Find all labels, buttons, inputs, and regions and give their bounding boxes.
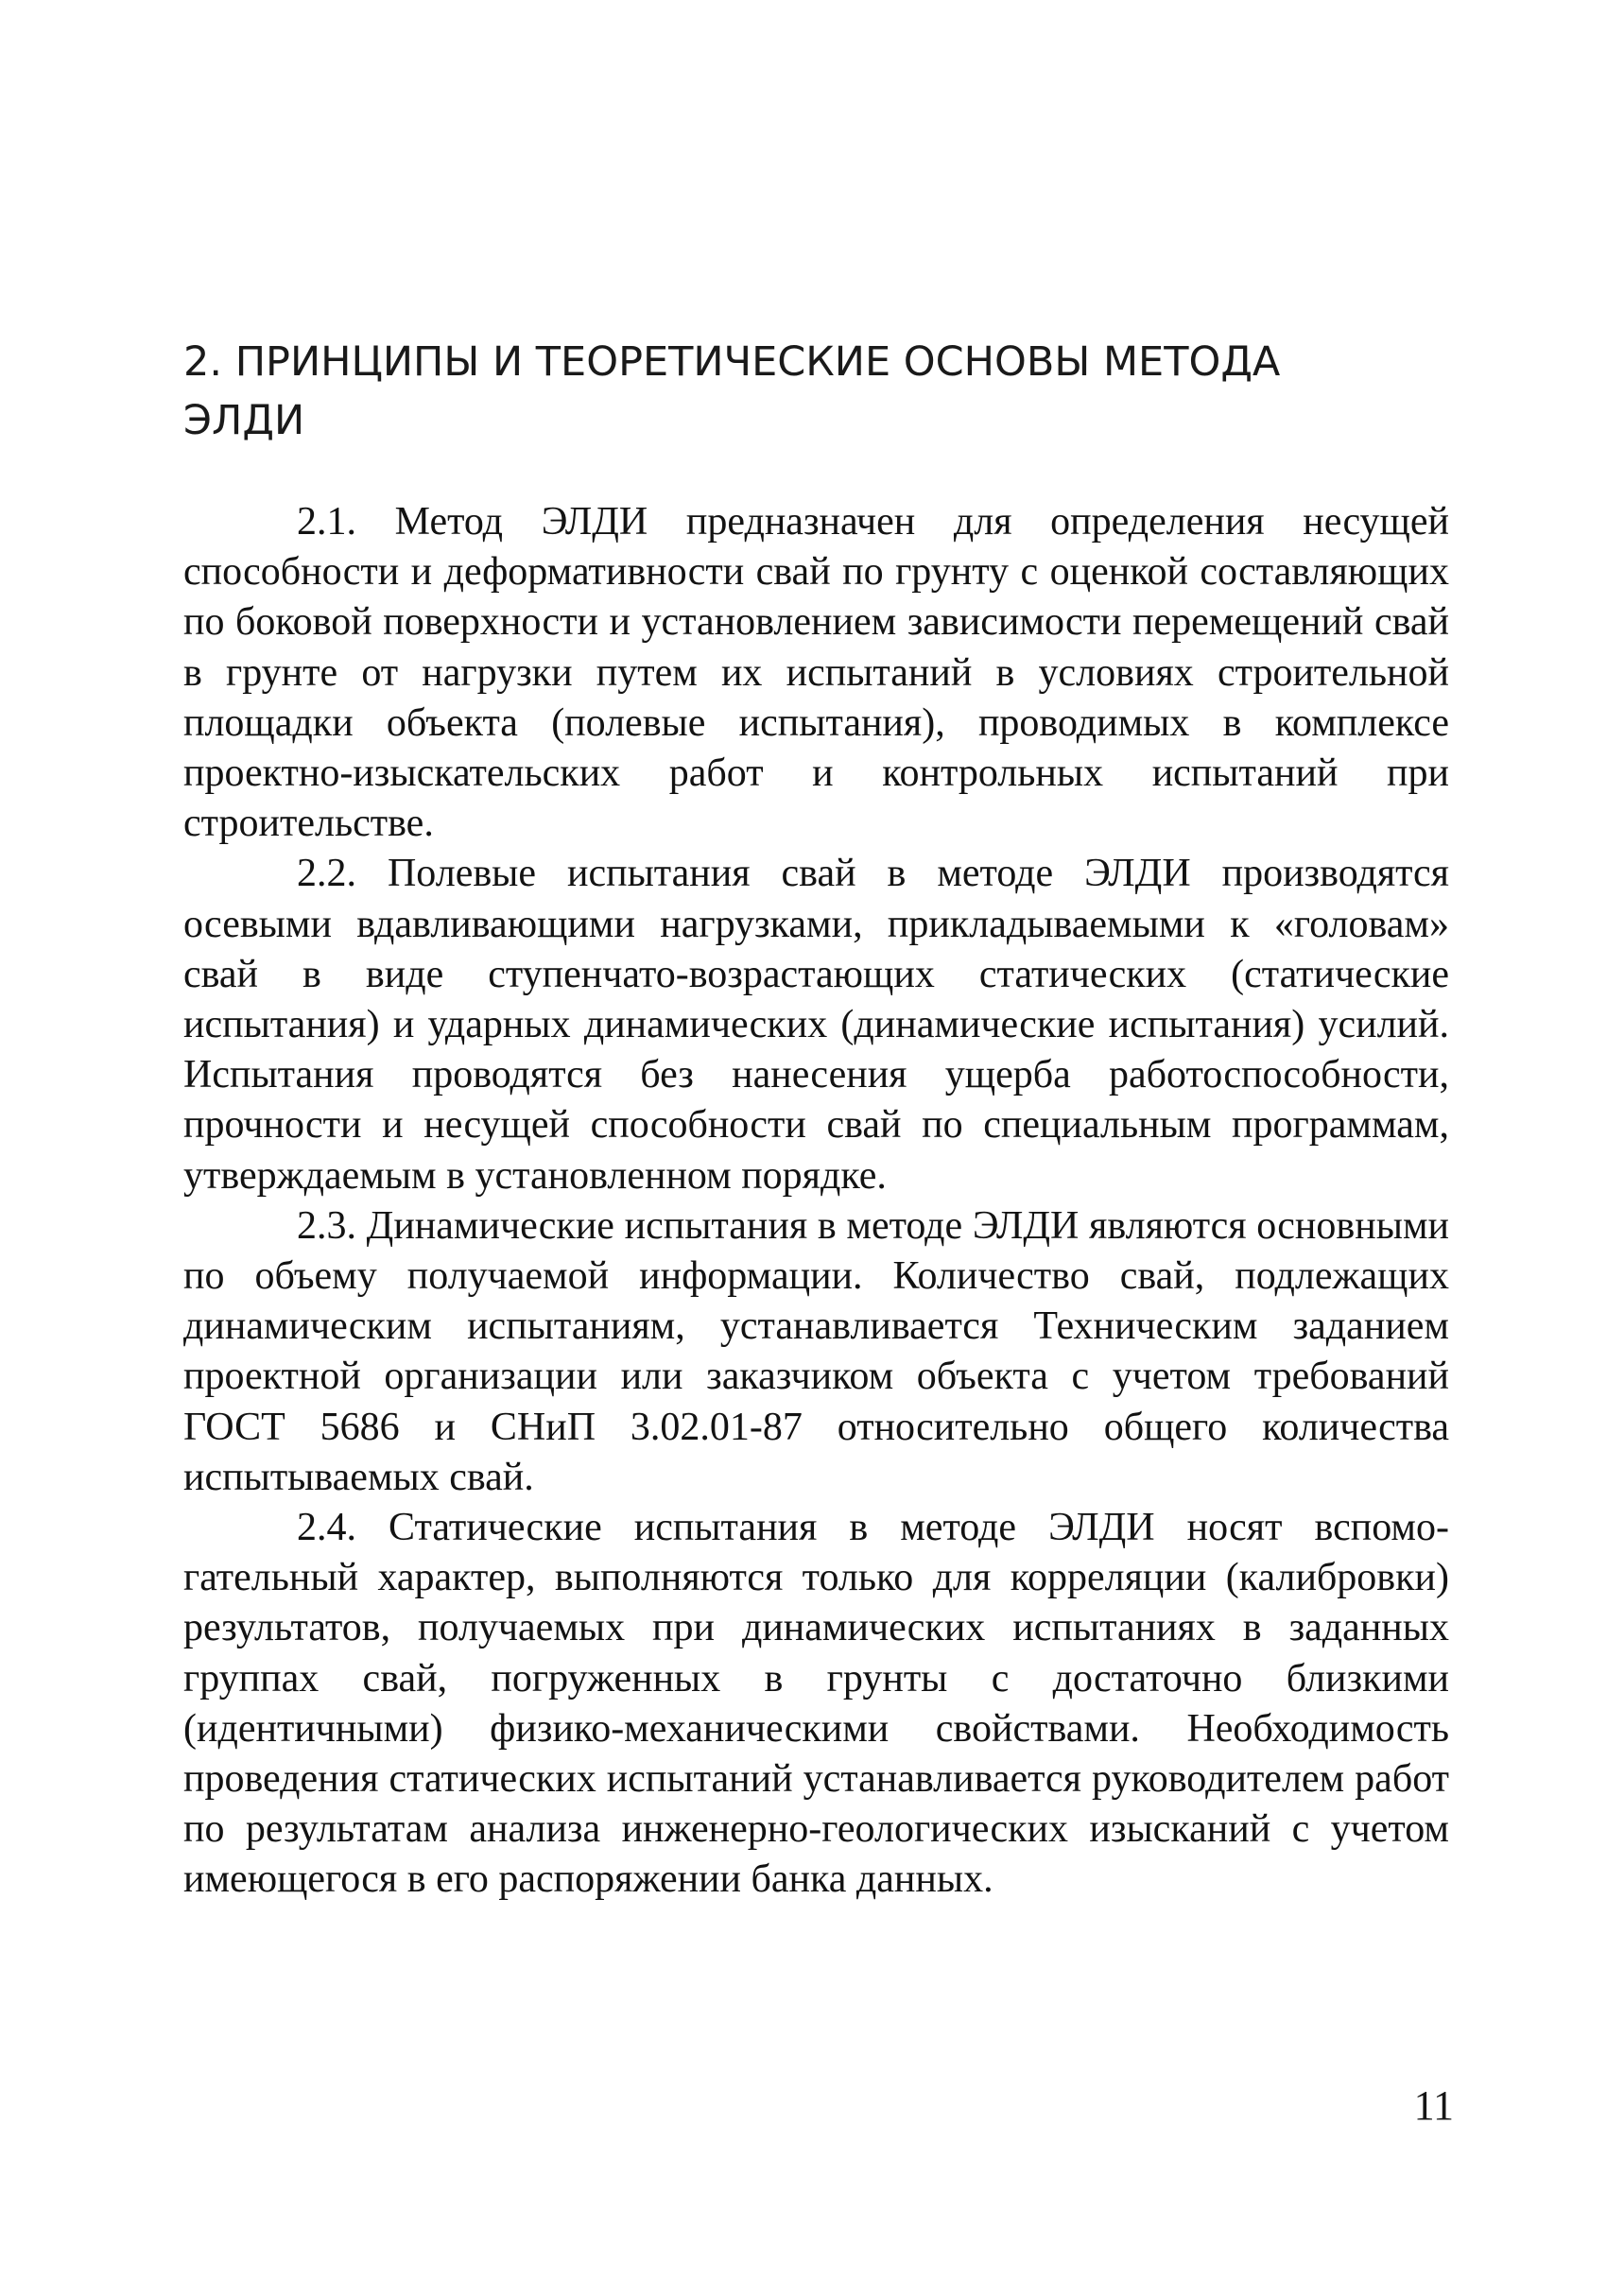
section-heading-line-1: 2. ПРИНЦИПЫ И ТЕОРЕТИЧЕСКИЕ ОСНОВЫ МЕТОДА — [183, 338, 1281, 386]
section-heading-line-2: ЭЛДИ — [183, 397, 305, 444]
page-number: 11 — [1413, 2082, 1454, 2129]
paragraph-2-1: 2.1. Метод ЭЛДИ предназначен для определения несущей способности и деформативности свай по грунту с оценкой составляющих по боковой поверхности и установлением зависимости перемещений свай в грунте от нагрузки путем их испытаний в условиях строительной площадки объекта (полевые испытания), проводимых в комплексе проектно-изыскательских работ и контрольных испытаний при строительстве. — [183, 500, 1449, 846]
paragraph-2-4: 2.4. Статические испытания в методе ЭЛДИ носят вспомогательный характер, выполняются только для корреляции (калибровки) результатов, получаемых при динамических испытаниях в заданных группах свай, погруженных в грунты с достаточно близкими (идентичными) физико-механическими свойствами. Необходимость проведения статических испытаний устанавливается руководителем работ по результатам анализа инженерно-геологических изысканий с учетом имеющегося в его распоряжении банка данных. — [183, 1506, 1449, 1902]
section-heading — [183, 333, 1460, 450]
paragraph-2-3: 2.3. Динамические испытания в методе ЭЛДИ являются основными по объему получаемой информации. Количество свай, подлежащих динамическим испытаниям, устанавливается Техническим заданием проектной организации или заказчиком объекта с учетом требований ГОСТ 5686 и СНиП 3.02.01-87 относительно общего количества испытываемых свай. — [183, 1203, 1449, 1499]
paragraph-2-2: 2.2. Полевые испытания свай в методе ЭЛДИ производятся осевыми вдавливающими нагрузками, прикладываемыми к «головам» свай в виде ступенчато-возрастающих статических (статические испытания) и ударных динамических (динамические испытания) усилий. Испытания проводятся без нанесения ущерба работоспособности, прочности и несущей способности свай по специальным программам, утверждаемым в установленном порядке. — [183, 852, 1449, 1198]
section-body — [183, 497, 1449, 1906]
